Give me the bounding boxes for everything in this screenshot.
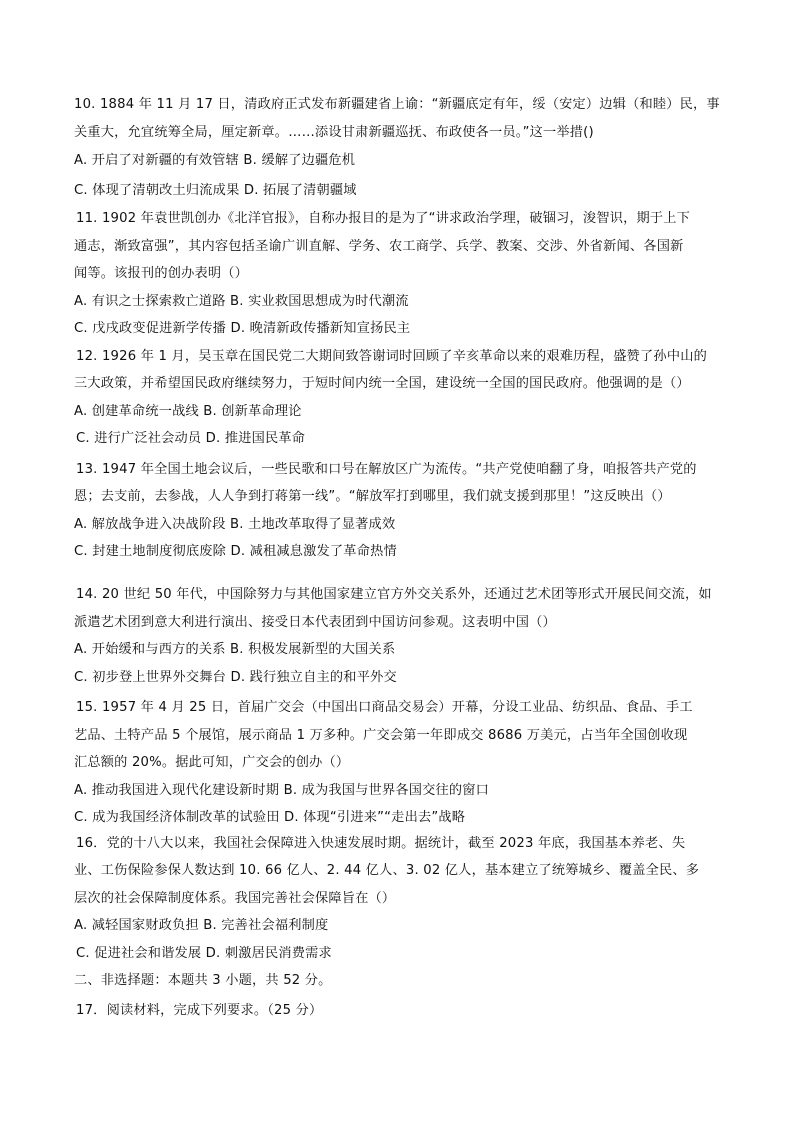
- q16-stem-line-1: 16．党的十八大以来，我国社会保障进入快速发展时期。据统计，截至 2023 年底，我国基本养老、失: [76, 836, 686, 851]
- q12-options-ab: A. 创建革命统一战线 B. 创新革命理论: [74, 404, 302, 419]
- section-heading-nonchoice: 二、非选择题：本题共 3 小题，共 52 分。: [74, 973, 332, 988]
- q15-stem-line-3: 汇总额的 20%。据此可知，广交会的创办（）: [74, 755, 350, 770]
- q14-stem-line-1: 14. 20 世纪 50 年代，中国除努力与其他国家建立官方外交关系外，还通过艺术团等形式开展民间交流，如: [76, 587, 712, 602]
- q10-stem-line-2: 关重大，允宜统筹全局，厘定新章。……添设甘肃新疆巡抚、布政使各一员。”这一举措(): [74, 125, 594, 140]
- q17-stem-line-1: 17．阅读材料，完成下列要求。（25 分）: [76, 1003, 323, 1018]
- q16-options-cd: C. 促进社会和谐发展 D. 刺激居民消费需求: [76, 946, 332, 961]
- q13-options-cd: C. 封建土地制度彻底废除 D. 减租减息激发了革命热情: [74, 544, 397, 559]
- q13-stem-line-1: 13. 1947 年全国土地会议后，一些民歌和口号在解放区广为流传。“共产党使咱翻了身，咱报答共产党的: [76, 462, 697, 477]
- q14-options-ab: A. 开始缓和与西方的关系 B. 积极发展新型的大国关系: [74, 642, 396, 657]
- q14-stem-line-2: 派遣艺术团到意大利进行演出、接受日本代表团到中国访问参观。这表明中国（）: [74, 615, 556, 630]
- q15-options-ab: A. 推动我国进入现代化建设新时期 B. 成为我国与世界各国交往的窗口: [74, 783, 490, 798]
- q13-options-ab: A. 解放战争进入决战阶段 B. 土地改革取得了显著成效: [74, 517, 396, 532]
- q16-options-ab: A. 减轻国家财政负担 B. 完善社会福利制度: [74, 918, 329, 933]
- q16-stem-line-3: 层次的社会保障制度体系。我国完善社会保障旨在（）: [74, 891, 396, 906]
- q11-stem-line-1: 11. 1902 年袁世凯创办《北洋官报》，自称办报目的是为了“讲求政治学理，破锢习，浚智识，期于上下: [76, 211, 691, 226]
- q12-options-cd: C. 进行广泛社会动员 D. 推进国民革命: [76, 431, 306, 446]
- q13-stem-line-2: 恩；去支前，去参战，人人争到打蒋第一线”。“解放军打到哪里，我们就支援到那里！”这反映出（）: [74, 489, 671, 504]
- q12-stem-line-2: 三大政策，并希望国民政府继续努力，于短时间内统一全国，建设统一全国的国民政府。他强调的是（）: [74, 376, 690, 391]
- q16-stem-line-2: 业、工伤保险参保人数达到 10. 66 亿人、2. 44 亿人、3. 02 亿人，基本建立了统筹城乡、覆盖全民、多: [74, 863, 700, 878]
- q11-stem-line-3: 闻等。该报刊的创办表明（）: [74, 266, 249, 281]
- q12-stem-line-1: 12. 1926 年 1 月，吴玉章在国民党二大期间致答谢词时回顾了辛亥革命以来的艰难历程，盛赞了孙中山的: [76, 349, 707, 364]
- q15-stem-line-2: 艺品、土特产品 5 个展馆，展示商品 1 万多种。广交会第一年即成交 8686 万美元，占当年全国创收现: [74, 728, 688, 743]
- q11-options-cd: C. 戊戌政变促进新学传播 D. 晚清新政传播新知宣扬民主: [74, 321, 411, 336]
- q15-stem-line-1: 15. 1957 年 4 月 25 日，首届广交会（中国出口商品交易会）开幕，分设工业品、纺织品、食品、手工: [76, 700, 693, 715]
- q15-options-cd: C. 成为我国经济体制改革的试验田 D. 体现“引进来”“走出去”战略: [74, 810, 466, 825]
- q10-options-cd: C. 体现了清朝改土归流成果 D. 拓展了清朝疆域: [74, 183, 357, 198]
- q10-options-ab: A. 开启了对新疆的有效管辖 B. 缓解了边疆危机: [74, 153, 356, 168]
- q11-stem-line-2: 通志，渐致富强”，其内容包括圣谕广训直解、学务、农工商学、兵学、教案、交涉、外省新闻、各国新: [74, 239, 684, 254]
- q10-stem-line-1: 10. 1884 年 11 月 17 日，清政府正式发布新疆建省上谕：“新疆底定有年，绥（安定）边辑（和睦）民，事: [74, 97, 720, 112]
- q14-options-cd: C. 初步登上世界外交舞台 D. 践行独立自主的和平外交: [74, 670, 397, 685]
- q11-options-ab: A. 有识之士探索救亡道路 B. 实业救国思想成为时代潮流: [74, 294, 409, 309]
